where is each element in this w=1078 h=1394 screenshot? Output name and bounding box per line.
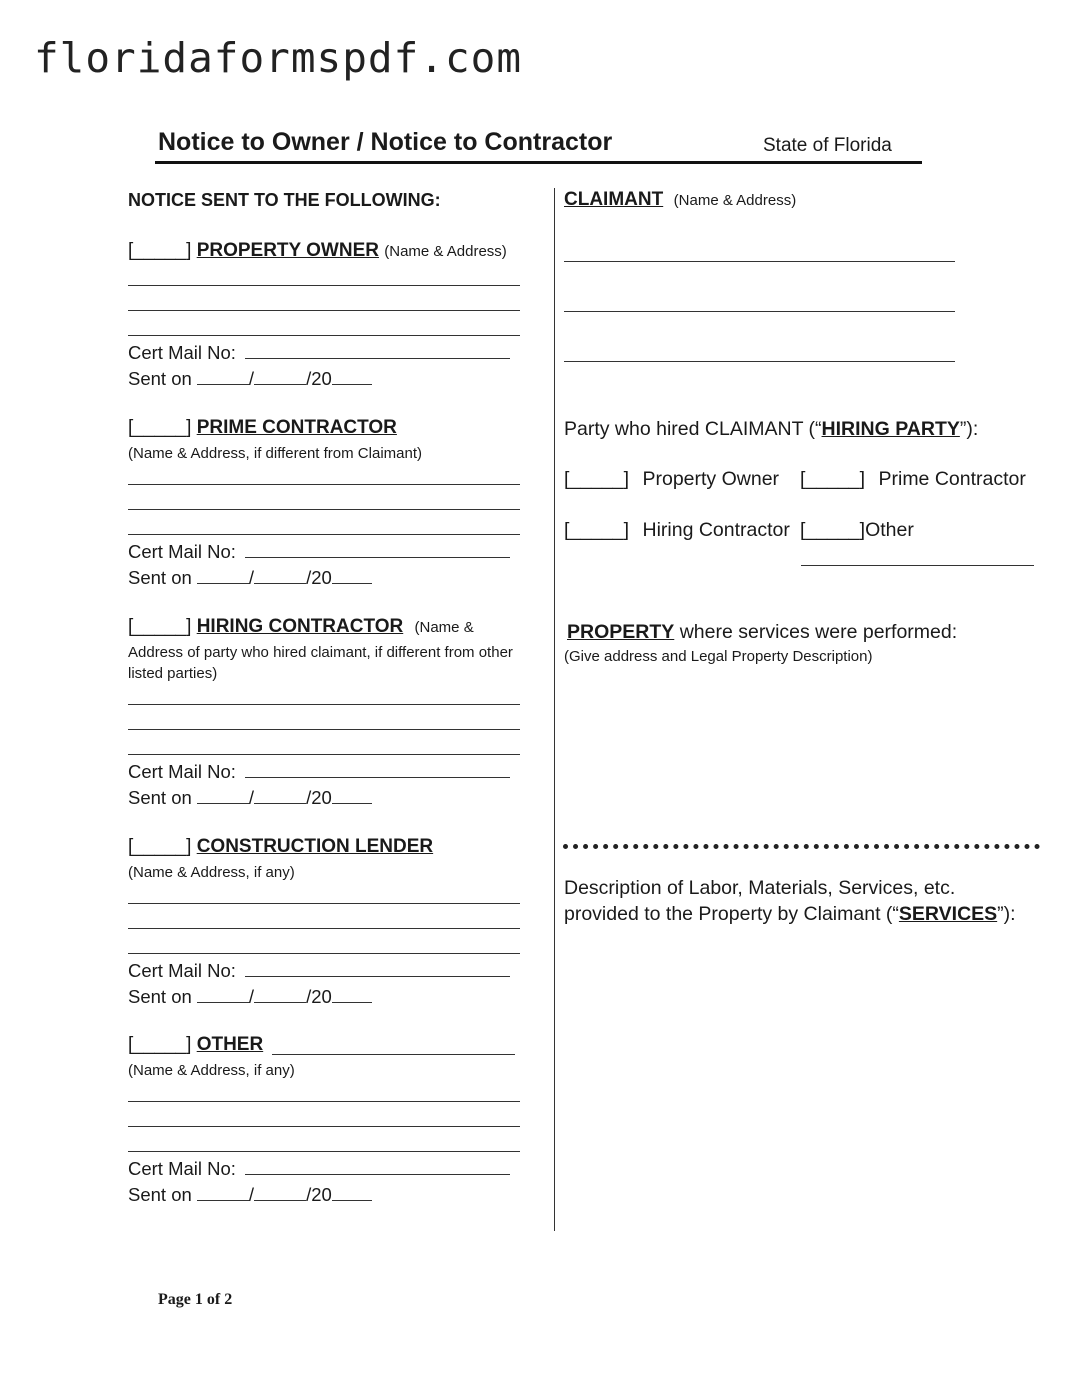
claimant-note: (Name & Address) [673,192,797,209]
sent-day-field[interactable] [254,787,306,804]
claimant-title: CLAIMANT [564,189,664,210]
hiring-contractor-line-1[interactable] [128,704,520,705]
option-checkbox[interactable]: [_____] [800,519,866,541]
construction-lender-header [128,836,433,858]
date-separator: / [248,1184,255,1205]
date-year-prefix: /20 [306,368,332,389]
sent-month-field[interactable] [197,368,249,385]
other-sent-on [128,1184,372,1206]
construction-lender-checkbox[interactable]: [_____] [128,836,192,857]
page-number: Page 1 of 2 [158,1291,233,1308]
prime-contractor-note: (Name & Address, if different from Claimant) [128,445,422,462]
title-rule [155,161,922,164]
cert-mail-label: Cert Mail No: [128,761,236,782]
hiring-contractor-line-2[interactable] [128,729,520,730]
sent-day-field[interactable] [254,986,306,1003]
hiring-contractor-note-inline: (Name & [414,619,474,636]
other-note: (Name & Address, if any) [128,1062,295,1079]
other-cert-mail [128,1158,510,1180]
cert-mail-field[interactable] [245,342,510,359]
construction-lender-note: (Name & Address, if any) [128,864,295,881]
prime-contractor-sent-on [128,567,372,589]
property-owner-cert-mail [128,342,510,364]
hiring-contractor-sent-on [128,787,372,809]
sent-on-label: Sent on [128,787,192,808]
other-party-line[interactable] [801,565,1034,566]
state-label: State of Florida [763,135,892,156]
option-label: Prime Contractor [878,468,1026,490]
option-checkbox[interactable]: [_____] [564,468,630,490]
prime-contractor-cert-mail [128,541,510,563]
sent-on-label: Sent on [128,986,192,1007]
cert-mail-field[interactable] [245,541,510,558]
services-line-1: Description of Labor, Materials, Services, etc. [564,877,956,899]
sent-year-field[interactable] [332,567,372,584]
sent-on-label: Sent on [128,567,192,588]
property-owner-line-3[interactable] [128,335,520,336]
hiring-party-option-prime[interactable] [800,468,1026,491]
option-checkbox[interactable]: [_____] [800,468,866,490]
claimant-line-1[interactable] [564,261,955,262]
date-year-prefix: /20 [306,787,332,808]
hiring-party-option-hiring[interactable] [564,519,790,542]
property-rest: where services were performed: [674,621,958,643]
prime-contractor-line-1[interactable] [128,484,520,485]
option-label: Property Owner [642,468,780,490]
cert-mail-label: Cert Mail No: [128,960,236,981]
prime-contractor-checkbox[interactable]: [_____] [128,417,192,438]
hiring-contractor-checkbox[interactable]: [_____] [128,616,192,637]
services-bold: SERVICES [898,903,998,925]
property-owner-title: PROPERTY OWNER [196,240,379,261]
services-line-2 [564,903,1016,926]
date-year-prefix: /20 [306,567,332,588]
column-divider [554,188,555,1231]
construction-lender-line-3[interactable] [128,953,520,954]
construction-lender-cert-mail [128,960,510,982]
claimant-header [564,189,796,211]
hiring-contractor-cert-mail [128,761,510,783]
date-year-prefix: /20 [306,986,332,1007]
sent-year-field[interactable] [332,787,372,804]
date-year-prefix: /20 [306,1184,332,1205]
hiring-party-heading [564,418,978,441]
other-checkbox[interactable]: [_____] [128,1034,192,1055]
hiring-contractor-line-3[interactable] [128,754,520,755]
construction-lender-line-1[interactable] [128,903,520,904]
cert-mail-field[interactable] [245,960,510,977]
sent-month-field[interactable] [197,787,249,804]
construction-lender-title: CONSTRUCTION LENDER [196,836,434,857]
other-header [128,1034,263,1056]
sent-year-field[interactable] [332,986,372,1003]
other-line-3[interactable] [128,1151,520,1152]
other-line-2[interactable] [128,1126,520,1127]
option-checkbox[interactable]: [_____] [564,519,630,541]
sent-day-field[interactable] [254,368,306,385]
hiring-contractor-title: HIRING CONTRACTOR [196,616,404,637]
option-label: Other [865,519,914,541]
prime-contractor-line-2[interactable] [128,509,520,510]
construction-lender-sent-on [128,986,372,1008]
hiring-party-option-owner[interactable] [564,468,779,491]
cert-mail-field[interactable] [245,761,510,778]
claimant-line-2[interactable] [564,311,955,312]
prime-contractor-header [128,417,397,439]
sent-month-field[interactable] [197,567,249,584]
sent-month-field[interactable] [197,1184,249,1201]
cert-mail-label: Cert Mail No: [128,1158,236,1179]
sent-month-field[interactable] [197,986,249,1003]
services-prefix: provided to the Property by Claimant (“ [564,903,899,925]
date-separator: / [248,986,255,1007]
cert-mail-label: Cert Mail No: [128,541,236,562]
other-title: OTHER [196,1034,264,1055]
prime-contractor-title: PRIME CONTRACTOR [196,417,397,438]
sent-day-field[interactable] [254,1184,306,1201]
property-note: (Give address and Legal Property Description) [564,648,873,665]
section-separator [563,844,1040,849]
hiring-party-bold: HIRING PARTY [821,418,960,440]
prime-contractor-line-3[interactable] [128,534,520,535]
date-separator: / [248,567,255,588]
property-heading [567,621,957,644]
property-owner-note: (Name & Address) [384,243,507,260]
form-title: Notice to Owner / Notice to Contractor [158,128,613,156]
sent-day-field[interactable] [254,567,306,584]
sent-on-label: Sent on [128,1184,192,1205]
services-suffix: ”): [997,903,1016,925]
other-line-1[interactable] [128,1101,520,1102]
date-separator: / [248,368,255,389]
date-separator: / [248,787,255,808]
sent-year-field[interactable] [332,368,372,385]
property-owner-header [128,240,507,262]
hiring-party-prefix: Party who hired CLAIMANT (“ [564,418,822,440]
cert-mail-field[interactable] [245,1158,510,1175]
other-name-line[interactable] [272,1054,515,1055]
sent-on-label: Sent on [128,368,192,389]
property-owner-checkbox[interactable]: [_____] [128,240,192,261]
sent-year-field[interactable] [332,1184,372,1201]
notice-heading: NOTICE SENT TO THE FOLLOWING: [128,190,441,210]
cert-mail-label: Cert Mail No: [128,342,236,363]
construction-lender-line-2[interactable] [128,928,520,929]
hiring-contractor-header [128,616,474,638]
hiring-contractor-note: Address of party who hired claimant, if different from other listed parties) [128,644,513,682]
property-bold: PROPERTY [567,621,675,643]
property-owner-sent-on [128,368,372,390]
watermark: floridaformspdf.com [34,34,522,82]
claimant-line-3[interactable] [564,361,955,362]
hiring-party-option-other[interactable] [800,519,914,542]
hiring-party-suffix: ”): [959,418,979,440]
property-owner-line-2[interactable] [128,310,520,311]
option-label: Hiring Contractor [642,519,790,541]
property-owner-line-1[interactable] [128,285,520,286]
